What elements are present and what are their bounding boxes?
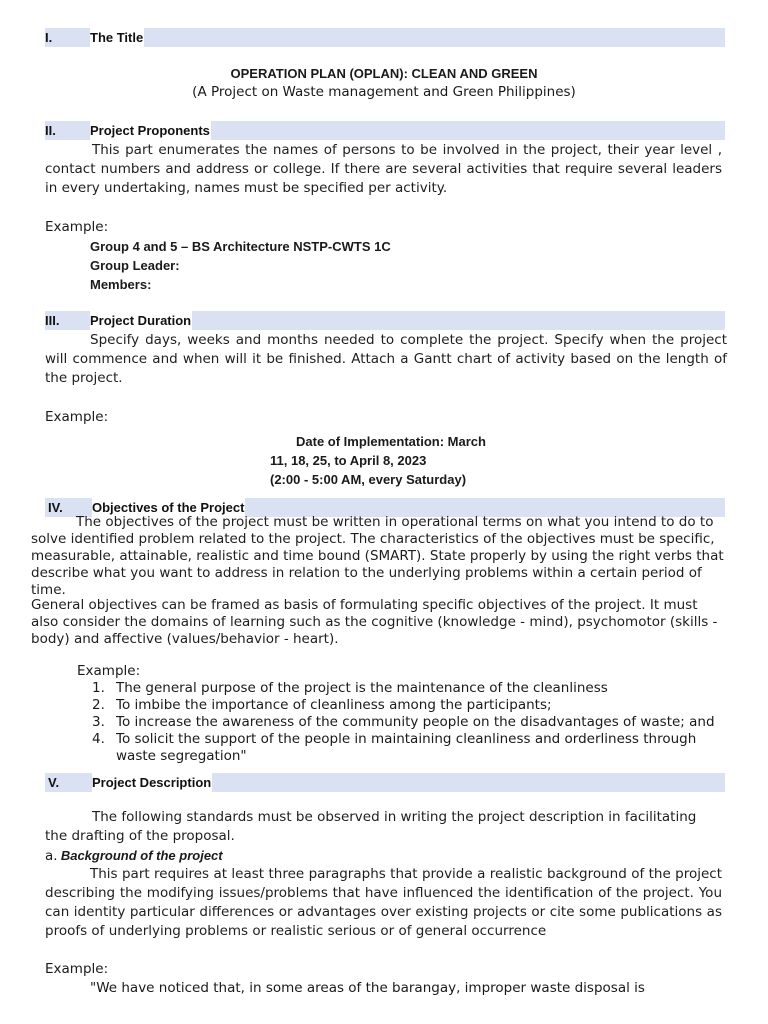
objectives-body: General objectives can be framed as basis of formulating specific objectives of the project. It must also consider the domains of learning such as the cognitive (knowledge - mind), psychomotor (skills - body) and affective (values/behavior - heart). <box>31 597 718 647</box>
section-number: IV. <box>48 500 63 515</box>
background-body: This part requires at least three paragraphs that provide a realistic background of the project describing the modifying issues/problems that have influenced the identification of the project. You can identity particular differences or advantages over existing projects or cite some publications as proofs of underlying problems or realistic serious or of general occurrence <box>45 866 722 939</box>
section-heading-duration <box>45 311 725 330</box>
list-number: 4. <box>92 731 105 747</box>
section-heading-title <box>45 28 725 47</box>
background-subheading <box>45 847 223 865</box>
list-item-text: To solicit the support of the people in maintaining cleanliness and orderliness through waste segregation" <box>116 731 697 764</box>
document-subtitle: (A Project on Waste management and Green Philippines) <box>192 84 576 100</box>
section-number: V. <box>48 775 60 790</box>
list-item <box>92 697 732 714</box>
section-heading-description <box>45 773 725 792</box>
list-item-text: To increase the awareness of the community people on the disadvantages of waste; and <box>116 714 715 730</box>
list-item-text: To imbibe the importance of cleanliness among the participants; <box>116 697 552 713</box>
proponents-body: This part enumerates the names of persons to be involved in the project, their year level , contact numbers and address or college. If there are several activities that require several leaders in every undertaking, names must be specified per activity. <box>45 142 722 196</box>
document-title: OPERATION PLAN (OPLAN): CLEAN AND GREEN <box>230 66 538 81</box>
section-number: II. <box>45 123 56 138</box>
implementation-date-line: Date of Implementation: March <box>296 434 486 449</box>
subheading-title: Background of the project <box>60 848 223 863</box>
list-item <box>92 680 732 697</box>
section-label: Project Duration <box>90 313 192 328</box>
list-number: 3. <box>92 714 105 730</box>
section-number: III. <box>45 313 60 328</box>
list-item-text: The general purpose of the project is the maintenance of the cleanliness <box>116 680 608 696</box>
section-label: Project Description <box>92 775 212 790</box>
section-label: The Title <box>90 30 144 45</box>
group-leader-line: Group Leader: <box>90 258 180 273</box>
list-item <box>92 714 732 731</box>
subheading-prefix: a. <box>45 848 58 864</box>
example-label: Example: <box>45 219 109 235</box>
implementation-time-line: (2:00 - 5:00 AM, every Saturday) <box>270 472 467 487</box>
group-line: Group 4 and 5 – BS Architecture NSTP-CWTS 1C <box>90 239 391 254</box>
objectives-list <box>92 680 732 765</box>
objectives-body: The objectives of the project must be written in operational terms on what you intend to do to solve identified problem related to the project. The characteristics of the objectives must be specific, measurable, attainable, realistic and time bound (SMART). State properly by using the right verbs that describe what you want to address in relation to the underlying problems within a certain period of time. <box>31 514 724 598</box>
members-line: Members: <box>90 277 152 292</box>
section-number: I. <box>45 30 53 45</box>
example-label: Example: <box>45 961 109 977</box>
example-label: Example: <box>45 409 109 425</box>
example-label: Example: <box>77 663 141 679</box>
section-heading-proponents <box>45 121 725 140</box>
description-intro: The following standards must be observed in writing the project description in facilitating the drafting of the proposal. <box>45 809 697 844</box>
list-item <box>92 731 716 765</box>
list-number: 2. <box>92 697 105 713</box>
list-number: 1. <box>92 680 105 696</box>
section-label: Project Proponents <box>90 123 210 138</box>
example-quote: "We have noticed that, in some areas of the barangay, improper waste disposal is <box>90 980 645 996</box>
duration-body: Specify days, weeks and months needed to complete the project. Specify when the project will commence and when will it be finished. Attach a Gantt chart of activity based on the length of the project. <box>45 332 727 386</box>
section-label: Objectives of the Project <box>92 500 245 515</box>
implementation-date-line: 11, 18, 25, to April 8, 2023 <box>270 453 427 468</box>
